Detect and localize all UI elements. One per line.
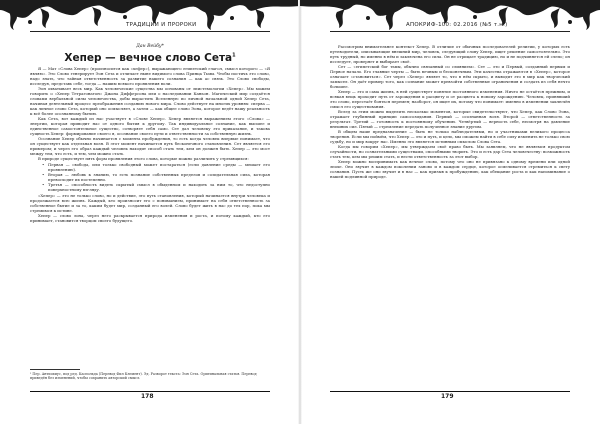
footnote: ¹ Пер. Антиохиус, под ред. Каспольда (Перевод Фил Клемент). Эд. Разворот текста: Эон Сета. Оригинальная статья. Перевод приведён без изменений, чтобы сохранить авторский смысл. — [30, 372, 257, 381]
article-author: Дан Вейбу* — [136, 44, 164, 49]
page-number-left: 178 — [141, 393, 154, 400]
title-footnote-mark: 1 — [232, 52, 236, 59]
list-item: • Третья — способность видеть скрытый смысл в обыденном и находить за ним то, что недоступно поверхностному взгляду. — [42, 182, 270, 192]
paragraph: Когда мы говорим «Хепер», мы утверждаем своё право быть. Мы заявляем, что не являемся продуктом случайности, но сознательными существами, способными творить. Это и есть дар Сета человечеству: возможность стать тем, кем мы решим стать, и нести ответственность за этот выбор. — [330, 144, 570, 159]
header-rule-right — [330, 31, 570, 32]
footnote-rule — [30, 369, 80, 370]
paragraph: В природе существует пять форм проявления этого слова, которые можно различить у стремящихся: — [38, 156, 249, 161]
header-rule-left — [30, 31, 270, 32]
paragraph: Сет — «египетский бог тьмы, обычно связанный со слиянием». Сет — это и Первый, созданный первым и Первое начало. Его главные черты — быть вечным и бесконечным. Эти качества отражаются в «Хепер», которое означает «становиться». Сет через «Хепер» являет то, что в нём скрыто, и выводит это в мир как творческий замысел. Он даёт пример того, как сознание может превзойти собственные ограничения и создать из себя нечто большее. — [330, 64, 570, 89]
paragraph: Хепер можно воспринимать как вечное слово, потому что оно не привязано к одному времени или одной эпохе. Оно звучит в каждом поколении заново и в каждом сердце, которое осмеливается стремиться к свету сознания. Пусть же оно звучит и в нас — как призыв к пробуждению, как обещание роста и как напоминание о нашей подлинной природе. — [330, 159, 570, 179]
page-number-right: 179 — [441, 393, 454, 400]
paragraph: Хепер — это и сама жизнь, в ней существует понятие постоянного изменения. Ничто не остаётся прежним, и всякая вещь проходит путь от зарождения к расцвету и от расцвета к новому зарождению. Человек, принявший это слово, перестаёт бояться перемен; наоборот, он ищет их, потому что понимает: именно в изменении заключён смысл его существования. — [330, 89, 570, 109]
article-title-text: Хепер — вечное слово Сета — [64, 52, 233, 64]
list-item: • Вторая — любовь к знанию, то есть познание собственных пределов и созидательная сила, которая превосходит их постепенно. — [42, 172, 270, 182]
running-header-right: АПОКРИФ-100: 02.2016 (№5 т.н.) — [406, 22, 508, 28]
left-text-column — [30, 66, 270, 223]
paragraph: Осознание Хепер обычно начинается с момента пробуждения, то есть когда человек впервые понимает, что он существует как отдельная воля. В этот момент начинается путь бесконечного становления. Сет является его примером; и через его образ каждый человек находит способ стать тем, кем он должен быть. Хепер — это мост между тем, что есть, и тем, чем можно стать. — [30, 136, 270, 156]
paragraph: Вслед за этим можно выделить несколько моментов, которые свидетельствуют, что Хепер, как Слово Эона, отражает глубинный принцип самосозидания. Первый — осознанная воля. Второй — ответственность за результат. Третий — готовность к постоянному обучению. Четвёртый — верность себе, несмотря на давление внешних сил. Пятый — стремление передать полученное знание другим. — [330, 109, 570, 129]
paragraph: Я — Мат «Слова Хепер» (произносится как «хефер»), выражающего египетский глагол, смысл которого — «Я являю». Это Слово генерирует Эон Сета и отличает ныне видимого слова Принца Тьмы. Чтобы постичь это слово, надо знать, что тайная ответственность за развитие нашего сознания — как ас связь. Это Слово свободы, исследуя, представь себе, тогда — нашим всякого проявления воли. — [30, 66, 270, 86]
paragraph: «Хепер» — это не только слово, но и действие, это путь становления, который начинается внутри человека и продолжается всю жизнь. Каждый, кто произносит его с пониманием, принимает на себя ответственность за собственное бытие и за то, каким будет мир, созданный его волей. Слово будет жить в нас до тех пор, пока мы стремимся к истине. — [30, 193, 270, 213]
paragraph: Как Сета, вот каждый из нас участвует в «Слове Хепер». Хепер является выражением этого «Слова» — энергии, которая приводит нас от одного бытия к другому. Так индивидуальное сознание, как высшее и единственное самостоятельное существо, сотворяет себя само. Сет дал человеку это приказание, и такова сущность Хепер: формирование своего я, осознание своего пути и ответственности за собственную жизнь. — [30, 116, 270, 136]
list-item: • Первая — свобода, или только свободный может постараться (если давление среды — мешает его проявлению). — [42, 162, 270, 172]
right-page — [300, 0, 600, 424]
paragraph: Рассмотрим внимательнее контекст Хепер. В отличие от обычных последователей религии, у которых есть путеводители, описывающие внешний мир, человек, следующий слову Хепер, ищет решение самостоятельно. Это путь трудный, но именно в нём и заключена его сила. Он не отрицает традицию, но и не подчиняется ей слепо; он исследует, проверяет и выбирает своё. — [330, 44, 570, 64]
bullet-list — [42, 162, 270, 192]
right-text-column — [330, 44, 570, 179]
paragraph: Эон охватывает весь мир. Как человеческие существа мы основаны от эпистемологии «Хепер». Мы можем говорить о «Хепер Тетрагонатон» Джона Дифферсона или о наследовании Каньон. Магический мир создаётся словами вербальной силы человечества, добы вырастить Вселенную по личной начальной одной Хепер Сета, начиная деятельный процесс преображения созданию нового мира. Слово действует на многих уровнях: сперва — как личное слово Сета, который оно осмысляет, а затем — как общее слово Эона, которое ведёт нашу реальность к всё более осознанному бытию. — [30, 86, 270, 116]
article-title — [30, 52, 270, 64]
paragraph: Хепер — слово эона, через него раскрывается природа изменения и роста, и потому каждый, кто его принимает, становится творцом своего будущего. — [30, 213, 270, 223]
paragraph: В общем наше предназначение — быть не только наблюдателями, но и участниками великого процесса творения. Если мы поймём, что Хепер — это и путь, и цель, мы сможем найти в себе силу изменить не только свою судьбу, но и мир вокруг нас. Именно это является истинным смыслом Слова Сета. — [330, 129, 570, 144]
running-header-left: ТРАДИЦИИ И ПРОРОКИ — [126, 22, 197, 28]
